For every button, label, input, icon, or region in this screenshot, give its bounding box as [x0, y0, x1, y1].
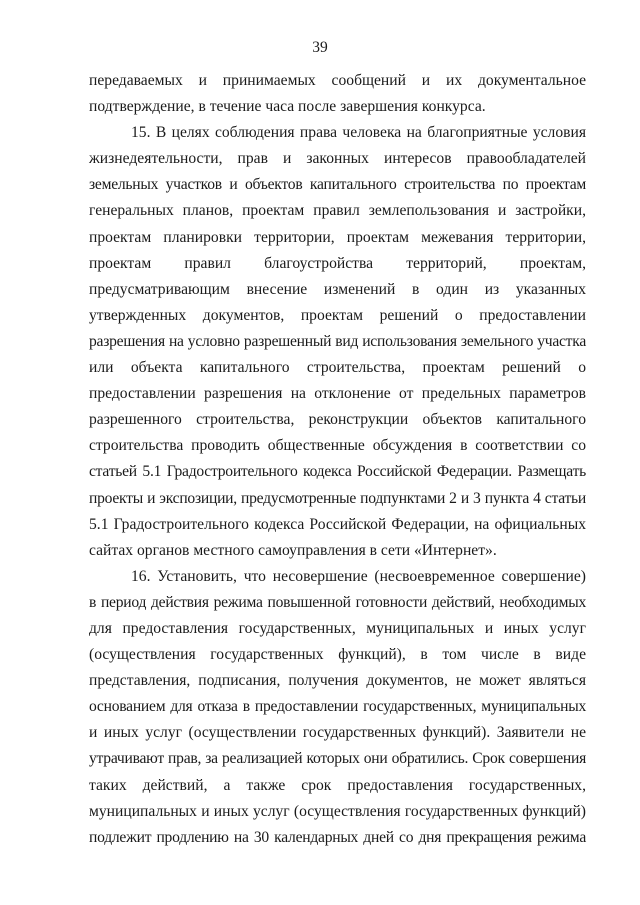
text-line: проектам правил благоустройства территорий, проектам, — [89, 254, 586, 272]
text-line: передаваемых и принимаемых сообщений и их документальное — [89, 72, 586, 89]
text-line: 15. В целях соблюдения права человека на благоприятные условия — [131, 124, 586, 142]
text-line: утвержденных документов, проектам решений о предоставлении — [89, 306, 586, 324]
text-line: подлежит продлению на 30 календарных дней со дня прекращения режима — [89, 828, 586, 846]
text-line: проекты и экспозиции, предусмотренные подпунктами 2 и 3 пункта 4 статьи — [89, 489, 586, 507]
text-line: таких действий, а также срок предоставления государственных, — [89, 776, 586, 794]
document-body — [89, 68, 586, 851]
text-line: разрешенного строительства, реконструкции объектов капитального — [89, 411, 586, 429]
text-line: строительства проводить общественные обсуждения в соответствии со — [89, 437, 586, 455]
text-line: 16. Установить, что несовершение (несвоевременное совершение) — [131, 567, 586, 585]
text-line: статьей 5.1 Градостроительного кодекса Российской Федерации. Размещать — [89, 463, 586, 481]
text-line: проектам планировки территории, проектам межевания территории, — [89, 228, 586, 246]
text-line: (осуществления государственных функций), в том числе в виде — [89, 646, 586, 664]
text-line: жизнедеятельности, прав и законных интересов правообладателей — [89, 150, 586, 168]
paragraph-continuation — [89, 68, 586, 120]
page-number: 39 — [312, 39, 328, 56]
text-line: сайтах органов местного самоуправления в сети «Интернет». — [89, 541, 497, 559]
text-line: в период действия режима повышенной готовности действий, необходимых — [89, 593, 586, 611]
text-line: или объекта капитального строительства, проектам решений о — [89, 359, 586, 377]
text-line: для предоставления государственных, муниципальных и иных услуг — [89, 619, 586, 637]
text-line: подтверждение, в течение часа после завершения конкурса. — [89, 98, 486, 116]
text-line: 5.1 Градостроительного кодекса Российской Федерации, на официальных — [89, 515, 586, 533]
paragraph-16 — [89, 564, 586, 851]
text-line: разрешения на условно разрешенный вид использования земельного участка — [89, 332, 586, 350]
text-line: основанием для отказа в предоставлении государственных, муниципальных — [89, 698, 586, 716]
text-line: утрачивают прав, за реализацией которых они обратились. Срок совершения — [89, 750, 586, 768]
text-line: предусматривающим внесение изменений в один из указанных — [89, 280, 586, 298]
text-line: муниципальных и иных услуг (осуществления государственных функций) — [89, 802, 586, 820]
text-line: земельных участков и объектов капитального строительства по проектам — [89, 176, 586, 194]
text-line: генеральных планов, проектам правил землепользования и застройки, — [89, 202, 586, 220]
paragraph-15 — [89, 120, 586, 564]
text-line: предоставлении разрешения на отклонение от предельных параметров — [89, 385, 586, 403]
text-line: и иных услуг (осуществлении государственных функций). Заявители не — [89, 724, 586, 742]
text-line: представления, подписания, получения документов, не может являться — [89, 672, 586, 690]
